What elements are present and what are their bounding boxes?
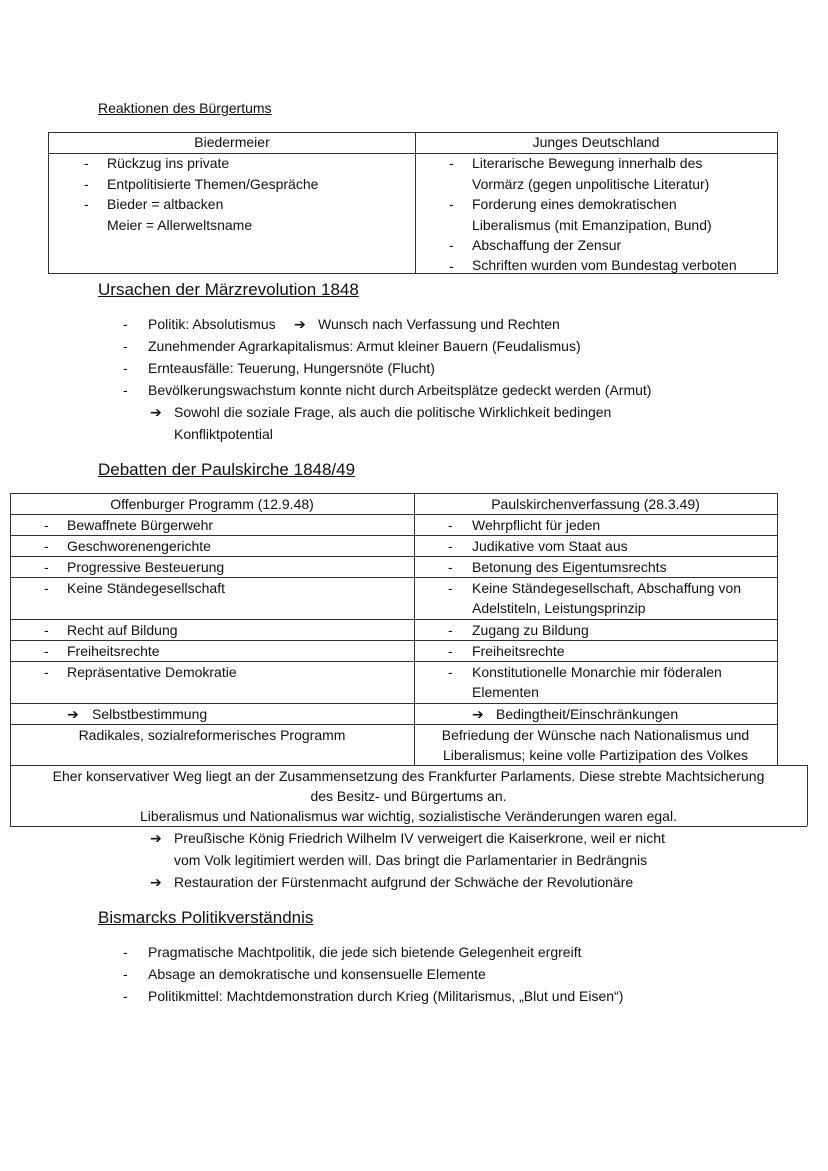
bullet-dash: - [44, 538, 49, 554]
table-cell: Adelstiteln, Leistungsprinzip [472, 600, 646, 616]
arrow-point-text: Restauration der Fürstenmacht aufgrund der Schwäche der Revolutionäre [174, 874, 634, 890]
bullet-dash: - [44, 517, 49, 533]
section-title-ursachen: Ursachen der Märzrevolution 1848 [98, 280, 359, 299]
list-item: Schriften wurden vom Bundestag verboten [472, 257, 737, 273]
table-cell: Konstitutionelle Monarchie mir föderalen [472, 664, 722, 680]
arrow-point-text: Preußische König Friedrich Wilhelm IV verweigert die Kaiserkrone, weil er nicht [174, 830, 665, 846]
list-item: Absage an demokratische und konsensuelle Elemente [148, 966, 486, 982]
bullet-dash: - [44, 664, 49, 680]
bullet-dash: - [123, 382, 128, 398]
table-cell: Betonung des Eigentumsrechts [472, 559, 667, 575]
arrow-icon: ➔ [150, 404, 162, 420]
bullet-dash: - [449, 237, 454, 253]
bullet-dash: - [448, 517, 453, 533]
result-left: Selbstbestimmung [92, 706, 208, 722]
table-cell: Judikative vom Staat aus [472, 538, 628, 554]
arrow-icon: ➔ [150, 874, 162, 890]
col-header-paulskirchenverfassung: Paulskirchenverfassung (28.3.49) [491, 496, 700, 512]
list-item: Vormärz (gegen unpolitische Literatur) [472, 176, 710, 192]
conclusion-text: Sowohl die soziale Frage, als auch die politische Wirklichkeit bedingen [174, 404, 612, 420]
footer-text: Eher konservativer Weg liegt an der Zusammensetzung des Frankfurter Parlaments. Diese strebte Machtsicherung [52, 768, 765, 784]
table-cell: Progressive Besteuerung [67, 559, 225, 575]
table-cell: Freiheitsrechte [472, 643, 565, 659]
bullet-dash: - [44, 622, 49, 638]
list-item: Entpolitisierte Themen/Gespräche [107, 176, 319, 192]
arrow-icon: ➔ [294, 316, 306, 332]
table-cell: Wehrpflicht für jeden [472, 517, 601, 533]
bullet-dash: - [44, 580, 49, 596]
list-item: Liberalismus (mit Emanzipation, Bund) [472, 217, 712, 233]
list-item: Politik: Absolutismus [148, 316, 276, 332]
bullet-dash: - [448, 580, 453, 596]
summary-right: Liberalismus; keine volle Partizipation des Volkes [442, 747, 749, 763]
bullet-dash: - [44, 559, 49, 575]
table-cell: Keine Ständegesellschaft, Abschaffung von [472, 580, 742, 596]
table-cell: Freiheitsrechte [67, 643, 160, 659]
table-cell: Elementen [472, 684, 539, 700]
table-cell: Recht auf Bildung [67, 622, 178, 638]
list-item: Pragmatische Machtpolitik, die jede sich bietende Gelegenheit ergreift [148, 944, 582, 960]
conclusion-text: Konfliktpotential [174, 426, 273, 442]
arrow-icon: ➔ [472, 706, 484, 722]
table-paulskirche [10, 493, 819, 826]
bullet-dash: - [123, 316, 128, 332]
summary-right: Befriedung der Wünsche nach Nationalismus und [441, 727, 750, 743]
col-header-offenburger: Offenburger Programm (12.9.48) [110, 496, 314, 512]
list-item: Meier = Allerweltsname [107, 217, 253, 233]
col-header-junges-deutschland: Junges Deutschland [532, 134, 660, 150]
table-cell: Keine Ständegesellschaft [67, 580, 225, 596]
bullet-dash: - [448, 538, 453, 554]
bullet-dash: - [448, 622, 453, 638]
list-item: Zunehmender Agrarkapitalismus: Armut kleiner Bauern (Feudalismus) [148, 338, 581, 354]
bullet-dash: - [448, 559, 453, 575]
list-item: Forderung eines demokratischen [472, 196, 677, 212]
section-title-debatten: Debatten der Paulskirche 1848/49 [98, 460, 356, 479]
list-item: Ernteausfälle: Teuerung, Hungersnöte (Flucht) [148, 360, 435, 376]
arrow-icon: ➔ [67, 706, 79, 722]
bullet-dash: - [449, 196, 454, 212]
bullet-dash: - [123, 944, 128, 960]
list-item: Literarische Bewegung innerhalb des [472, 155, 703, 171]
bullet-dash: - [44, 643, 49, 659]
list-item: Bevölkerungswachstum konnte nicht durch Arbeitsplätze gedeckt werden (Armut) [148, 382, 652, 398]
bullet-dash: - [84, 155, 89, 171]
table-cell: Zugang zu Bildung [472, 622, 589, 638]
col-header-biedermeier: Biedermeier [194, 134, 270, 150]
footer-text: des Besitz- und Bürgertums an. [310, 788, 507, 804]
bullet-dash: - [123, 988, 128, 1004]
list-item: Rückzug ins private [107, 155, 230, 171]
result-right: Bedingtheit/Einschränkungen [496, 706, 679, 722]
bullet-dash: - [449, 155, 454, 171]
list-item: Wunsch nach Verfassung und Rechten [318, 316, 560, 332]
list-item: Abschaffung der Zensur [472, 237, 622, 253]
table-cell: Repräsentative Demokratie [67, 664, 237, 680]
summary-left: Radikales, sozialreformerisches Programm [78, 727, 346, 743]
table-cell: Bewaffnete Bürgerwehr [67, 517, 214, 533]
bullet-dash: - [84, 196, 89, 212]
bullet-dash: - [84, 176, 89, 192]
footer-text: Liberalismus und Nationalismus war wichtig, sozialistische Veränderungen waren egal. [140, 808, 677, 824]
arrow-icon: ➔ [150, 830, 162, 846]
list-item: Politikmittel: Machtdemonstration durch Krieg (Militarismus, „Blut und Eisen“) [148, 988, 624, 1004]
list-item: Bieder = altbacken [107, 196, 224, 212]
section-title-bismarck: Bismarcks Politikverständnis [98, 908, 314, 927]
table-cell: Geschworenengerichte [67, 538, 211, 554]
bullet-dash: - [449, 258, 454, 274]
bullet-dash: - [123, 360, 128, 376]
table-reaktionen [48, 132, 778, 274]
bullet-dash: - [123, 338, 128, 354]
bullet-dash: - [123, 966, 128, 982]
bullet-dash: - [448, 664, 453, 680]
bullet-dash: - [448, 643, 453, 659]
section-title-reaktionen: Reaktionen des Bürgertums [98, 100, 272, 116]
arrow-point-text: vom Volk legitimiert werden will. Das bringt die Parlamentarier in Bedrängnis [174, 852, 648, 868]
